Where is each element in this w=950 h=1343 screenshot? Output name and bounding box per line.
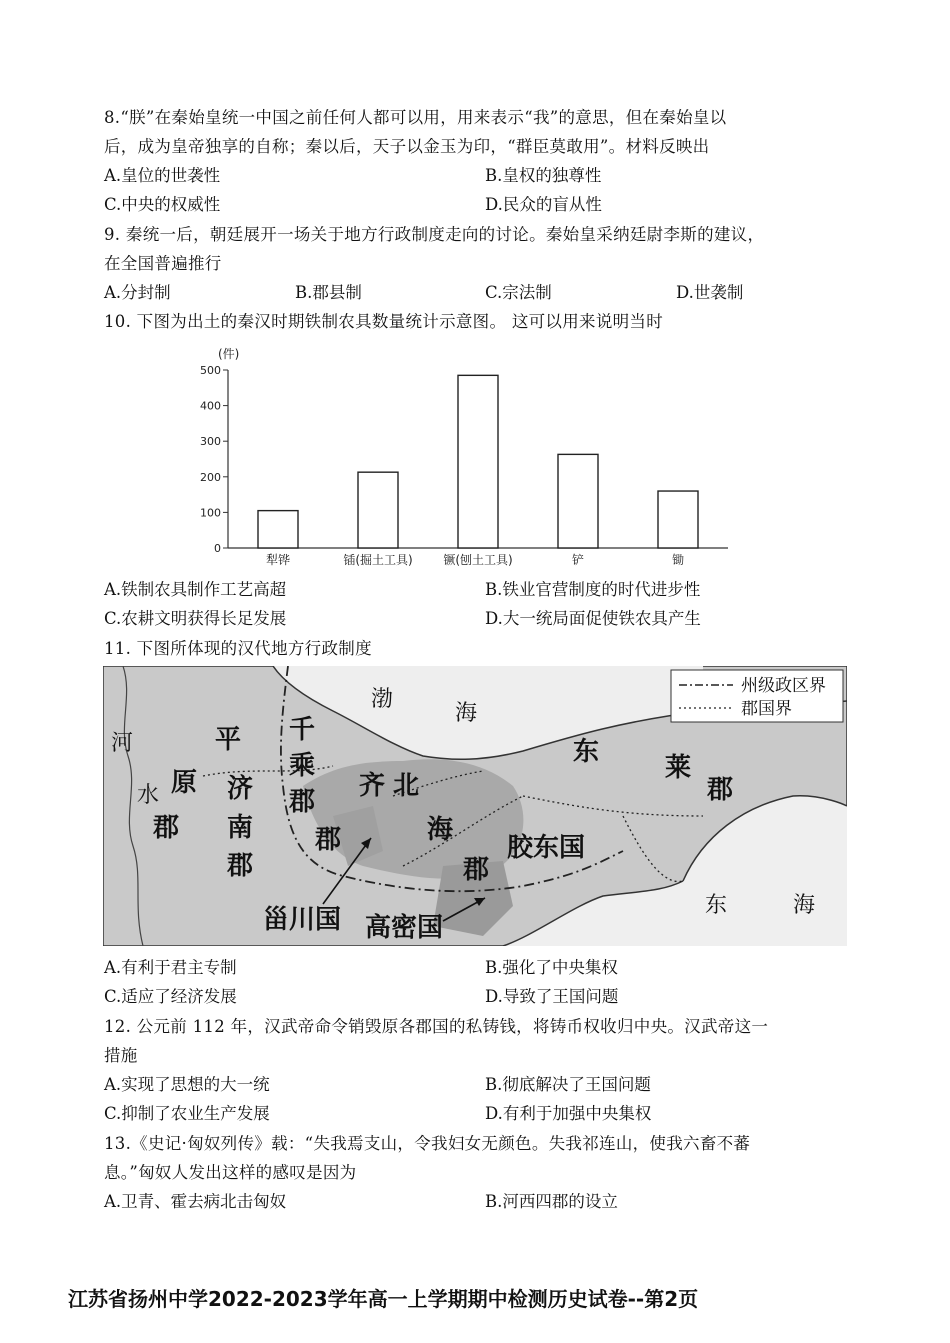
q12-option-d: D.有利于加强中央集权 [485, 1104, 652, 1123]
y-tick-label: 200 [200, 470, 221, 484]
q12-option-c: C.抑制了农业生产发展 [104, 1104, 270, 1123]
gaomi-label: 高密国 [365, 913, 444, 943]
q11-stem: 11. 下图所体现的汉代地方行政制度 [104, 639, 372, 658]
x-category-label: 镢(刨土工具) [443, 553, 513, 567]
qi-char-1: 齐 [359, 771, 386, 801]
q13-stem-line2: 息。”匈奴人发出这样的感叹是因为 [104, 1163, 357, 1182]
q10-stem: 10. 下图为出土的秦汉时期铁制农具数量统计示意图。 这可以用来说明当时 [104, 312, 664, 331]
chart-unit-label: (件) [218, 347, 240, 361]
q9-option-a: A.分封制 [104, 283, 171, 302]
q8-option-c: C.中央的权威性 [104, 195, 221, 214]
legend-commandery-boundary: 郡国界 [741, 699, 792, 719]
pingyuan-char-2: 原 [171, 768, 198, 798]
x-category-label: 锄 [671, 553, 685, 567]
q9-option-b: B.郡县制 [295, 283, 362, 302]
q9-stem-line1: 9. 秦统一后，朝廷展开一场关于地方行政制度走向的讨论。秦始皇采纳廷尉李斯的建议， [104, 225, 765, 244]
bar-2 [458, 375, 498, 548]
y-tick-label: 300 [200, 435, 221, 449]
q13-stem-line1: 13.《史记·匈奴列传》载：“失我焉支山，令我妇女无颜色。失我祁连山，使我六畜不蕃 [104, 1134, 751, 1153]
qiancheng-char-3: 郡 [289, 787, 316, 817]
q8-option-d: D.民众的盲从性 [485, 195, 602, 214]
qiancheng-char-1: 千 [289, 715, 316, 745]
sea-label-hai: 海 [455, 701, 478, 726]
donglai-char-3: 郡 [707, 775, 734, 805]
q11-option-b: B.强化了中央集权 [485, 958, 618, 977]
q8-stem-line2: 后，成为皇帝独享的自称；秦以后，天子以金玉为印，“群臣莫敢用”。材料反映出 [104, 137, 710, 156]
q12-stem-line1: 12. 公元前 112 年，汉武帝命令销毁原各郡国的私铸钱，将铸币权收归中央。汉武帝这一 [104, 1017, 769, 1036]
bar-1 [358, 472, 398, 548]
q12-option-a: A.实现了思想的大一统 [104, 1075, 270, 1094]
river-label-he: 河 [111, 731, 134, 756]
q10-option-a: A.铁制农具制作工艺高超 [104, 580, 287, 599]
q9-option-d: D.世袭制 [676, 283, 744, 302]
jinan-char-1: 济 [227, 774, 254, 804]
sea-label-bo: 渤 [371, 687, 394, 712]
q8-stem-line1: 8.“朕”在秦始皇统一中国之前任何人都可以用，用来表示“我”的意思，但在秦始皇以 [104, 108, 727, 127]
farm-tool-bar-chart [190, 342, 740, 574]
zichuan-label: 甾川国 [263, 905, 342, 935]
y-tick-label: 400 [200, 399, 221, 413]
q12-option-b: B.彻底解决了王国问题 [485, 1075, 651, 1094]
y-tick-label: 500 [200, 364, 221, 377]
q11-option-a: A.有利于君主专制 [104, 958, 237, 977]
q11-option-d: D.导致了王国问题 [485, 987, 619, 1006]
q13-option-b: B.河西四郡的设立 [485, 1192, 618, 1211]
q13-option-a: A.卫青、霍去病北击匈奴 [104, 1192, 287, 1211]
q8-option-b: B.皇权的独尊性 [485, 166, 602, 185]
bar-0 [258, 511, 298, 548]
bar-4 [658, 491, 698, 548]
east-sea-label-dong: 东 [705, 893, 728, 918]
east-sea-label-hai: 海 [793, 893, 816, 918]
han-commandery-map [103, 666, 847, 946]
jinan-char-2: 南 [227, 813, 254, 843]
jiaodong-label: 胶东国 [507, 833, 586, 863]
x-category-label: 锸(掘土工具) [343, 553, 413, 567]
x-category-label: 铲 [571, 553, 585, 567]
river-label-shui: 水 [137, 783, 160, 808]
legend-province-boundary: 州级政区界 [741, 676, 826, 696]
beihai-char-1: 北 [393, 771, 420, 801]
q10-option-c: C.农耕文明获得长足发展 [104, 609, 287, 628]
qi-char-2: 郡 [315, 825, 342, 855]
x-category-label: 犁铧 [265, 553, 291, 567]
q8-option-a: A.皇位的世袭性 [104, 166, 221, 185]
jinan-char-3: 郡 [227, 851, 254, 881]
y-tick-label: 0 [214, 542, 221, 555]
y-tick-label: 100 [200, 506, 221, 520]
q10-option-b: B.铁业官营制度的时代进步性 [485, 580, 701, 599]
q10-option-d: D.大一统局面促使铁农具产生 [485, 609, 701, 628]
donglai-char-2: 莱 [665, 753, 692, 783]
beihai-char-2: 海 [427, 815, 454, 845]
qiancheng-char-2: 乘 [289, 751, 316, 781]
donglai-char-1: 东 [573, 737, 600, 767]
page-footer: 江苏省扬州中学2022-2023学年高一上学期期中检测历史试卷--第2页 [68, 1287, 699, 1311]
bar-3 [558, 454, 598, 548]
q9-option-c: C.宗法制 [485, 283, 552, 302]
pingyuan-char-3: 郡 [153, 813, 180, 843]
q11-option-c: C.适应了经济发展 [104, 987, 237, 1006]
q9-stem-line2: 在全国普遍推行 [104, 254, 222, 273]
q12-stem-line2: 措施 [104, 1046, 138, 1065]
pingyuan-char-1: 平 [215, 725, 242, 755]
beihai-char-3: 郡 [463, 855, 490, 885]
